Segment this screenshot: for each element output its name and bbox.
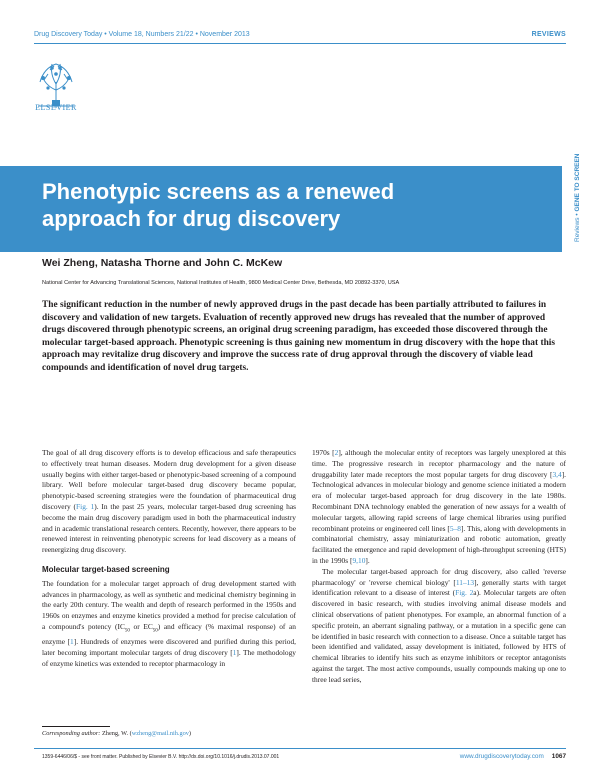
journal-website-link[interactable]: www.drugdiscoverytoday.com (459, 753, 544, 760)
header-rule (34, 43, 566, 44)
footnote-rule (42, 726, 110, 727)
corresponding-author: Corresponding author: Zheng, W. (wzheng@mail.nih.gov) (42, 730, 192, 737)
section-label: REVIEWS (531, 31, 566, 38)
journal-citation: Drug Discovery Today • Volume 18, Numbers 21/22 • November 2013 (34, 31, 250, 38)
figure-link[interactable]: Fig. 2 (455, 588, 474, 598)
paragraph-intro: The goal of all drug discovery efforts is to develop efficacious and safe therapeutics to effectively treat human diseases. Modern drug development for a given disease usually begins with either target-based or phenotypic-based screening of a compound library. Well before molecular target-based drug discovery became popular, phenotypic-based screening strategies were the foundation of pharmaceutical drug discovery (Fig. 1). In the past 25 years, molecular target-based drug screening has become the main drug discovery paradigm used in both the pharmaceutical industry and in academic translational research centers. Recently, however, there appears to be renewed interest in reinventing phenotypic screens for lead discovery as a means of reenergizing drug discovery. (42, 448, 297, 555)
author-email-link[interactable]: wzheng@mail.nih.gov (131, 730, 189, 737)
article-title (42, 178, 542, 232)
reference-link[interactable]: 2 (334, 448, 339, 457)
publisher-logo-text: ELSEVIER (35, 103, 77, 112)
authors: Wei Zheng, Natasha Thorne and John C. McKew (42, 257, 283, 269)
reference-link[interactable]: 1 (70, 637, 74, 647)
side-tab-topic: GENE TO SCREEN (574, 153, 581, 212)
section-heading: Molecular target-based screening (42, 564, 170, 574)
reference-link[interactable]: 9,10 (352, 555, 366, 565)
abstract: The significant reduction in the number of newly approved drugs in the past decade has been partially attributed to failures in discovery and validation of new targets. Evaluation of recently approved new drugs has revealed that the number of approved drugs discovered through phenotypic screens, an original drug screening paradigm, has exceeded those discovered through the molecular target-based approach. Phenotypic screening is thus gaining new momentum in drug discovery with the hope that this approach may revitalize drug discovery and improve the success rate of drug approval through the discovery of viable lead compounds and identification of novel drug targets. (42, 300, 556, 373)
paragraph-continued: 1970s [2], although the molecular entity of receptors was largely unexplored at this time. The progressive research in receptor pharmacology and the nature of druggability later made receptors the most popular targets for drug discovery [3,4]. Technological advances in molecular biology and genome science initiated a modern era of molecular target-based approach for drug discovery in the late 1980s. Recombinant DNA technology enabled the generation of new assays for a wealth of molecular targets, allowing rapid screens of large chemical libraries using purified recombinant proteins or engineered cell lines [5–8]. This, along with developments in combinatorial chemistry, assay miniaturization and robotic automation, greatly facilitated the emergence and rapid development of high-throughput screening (HTS) in the 1990s [9,10]. (312, 448, 567, 565)
title-line-1: Phenotypic screens as a renewed (42, 179, 395, 204)
paragraph-target-based: The foundation for a molecular target approach of drug development started with advances in pharmacology, as well as synthetic and medicinal chemistry beginning in the early 20th century. The wealth and depth of research performed in the 1950s and 1960s on enzymes and enzyme kinetics provided a method for precise calculation of a compound's potency ($IC_{50}$ or $EC_{50}$) and efficacy (% maximal response) of an enzyme [1]. Hundreds of enzymes were discovered and purified during this period, later becoming important molecular targets of drug discovery [1]. The methodology of enzyme kinetics was extended to receptor pharmacology in (42, 578, 296, 668)
reference-link[interactable]: 3,4 (552, 469, 562, 479)
paragraph-reverse-pharmacology: The molecular target-based approach for drug discovery, also called 'reverse pharmacology' or 'reverse chemical biology' [11–13], generally starts with target identification relevant to a disease of interest (Fig. 2a). Molecular targets are often discovered in basic research, with studies involving animal disease models and clinical observations of patient phenotypes. For example, an abnormal function of a specific protein, an aberrant signaling pathway, or a mutation in a specific gene can be identified in basic research with connection to a disease. Once a suitable target has been identified and validated, assay development is initiated, followed by HTS of chemical libraries to identify hits such as enzyme inhibitors or receptor antagonists against the target. The most active compounds, usually compounds making up one to three lead series, (312, 566, 566, 684)
running-header (34, 31, 566, 43)
body-column-right (312, 448, 566, 686)
figure-link[interactable]: Fig. 1 (76, 501, 95, 511)
footer-copyright: 1359-6446/06/$ - see front matter. Published by Elsevier B.V. http://dx.doi.org/10.1016/j.drudis.2013.07.001 (42, 754, 280, 760)
footer-rule (34, 748, 566, 749)
section-side-tab (572, 146, 586, 246)
side-tab-prefix: Reviews • (574, 213, 581, 242)
page-number: 1067 (551, 753, 566, 760)
affiliation: National Center for Advancing Translational Sciences, National Institutes of Health, 9800 Medical Center Drive, Bethesda, MD 20892-3370, USA (42, 280, 400, 286)
reference-link[interactable]: 5–8 (449, 523, 461, 533)
page-footer (42, 753, 566, 763)
reference-link[interactable]: 11–13 (455, 577, 475, 587)
reference-link[interactable]: 1 (232, 648, 237, 658)
body-column-left (42, 448, 296, 670)
title-line-2: approach for drug discovery (42, 206, 341, 231)
